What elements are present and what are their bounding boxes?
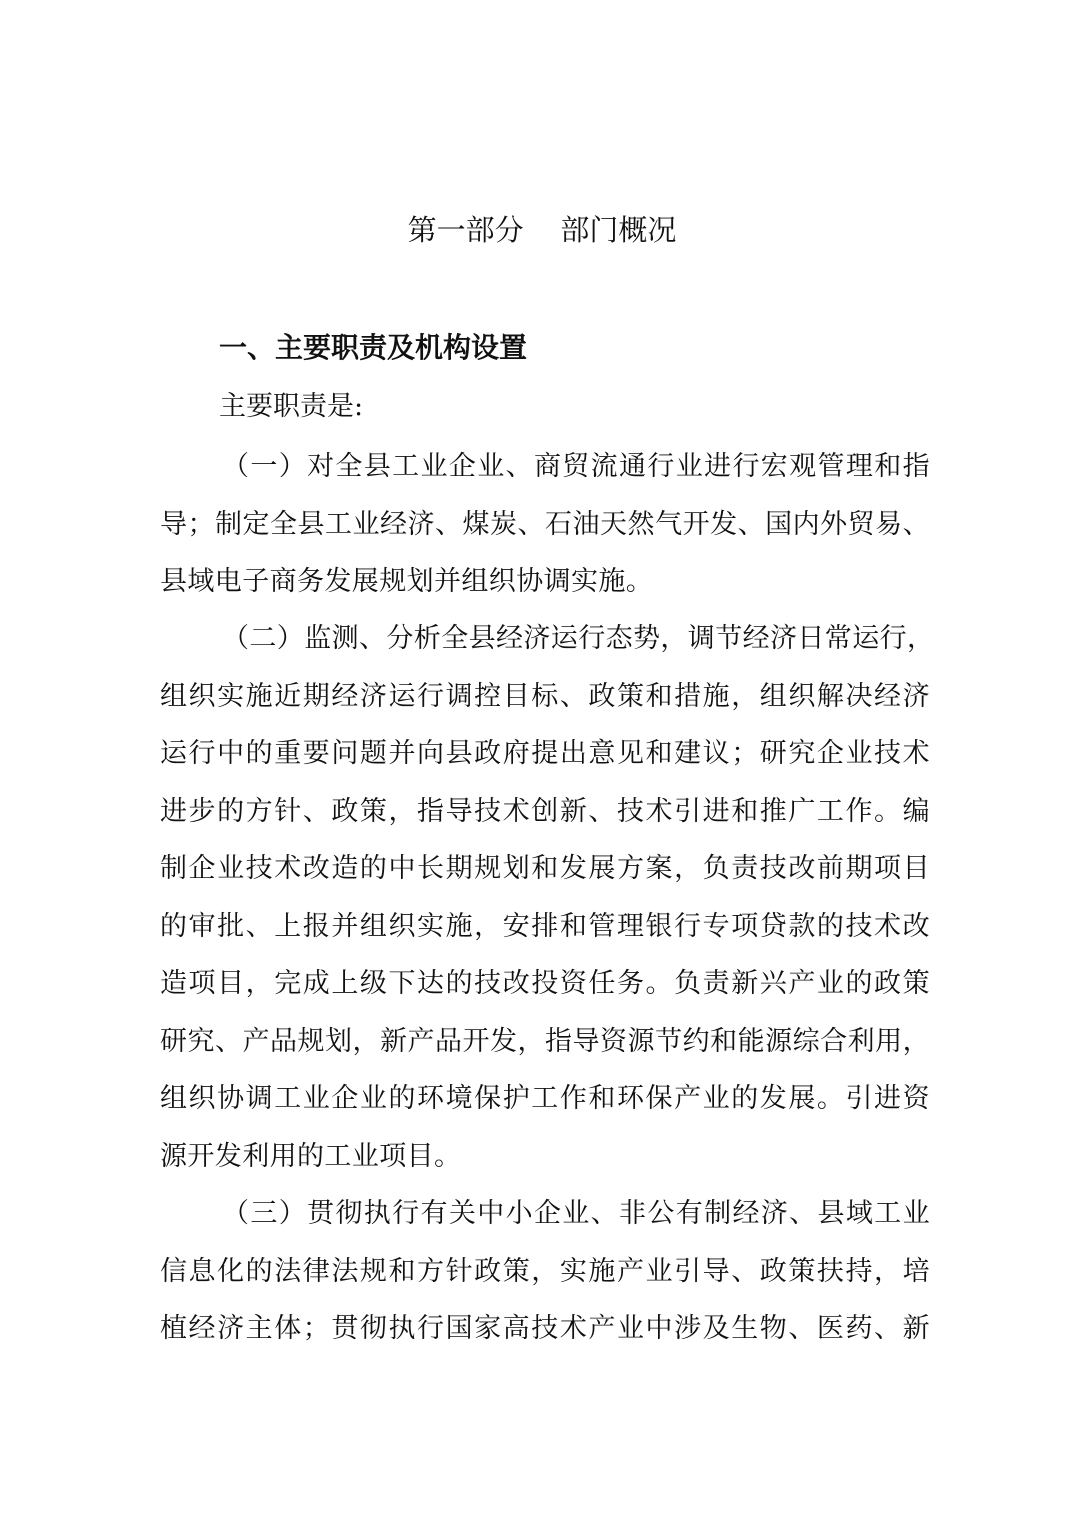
paragraph-duty-3 <box>160 1185 930 1358</box>
paragraph-line: 源开发利用的工业项目。 <box>160 1140 462 1172</box>
section-heading: 一、主要职责及机构设置 <box>219 331 528 364</box>
paragraph-line: （一）对全县工业企业、商贸流通行业进行宏观管理和指 <box>222 451 930 482</box>
paragraph-line: 组织协调工业企业的环境保护工作和环保产业的发展。引进资 <box>160 1083 930 1114</box>
paragraph-line: 组织实施近期经济运行调控目标、政策和措施，组织解决经济 <box>160 680 930 712</box>
paragraph-line: 导；制定全县工业经济、煤炭、石油天然气开发、国内外贸易、 <box>160 508 930 540</box>
paragraph-line: （三）贯彻执行有关中小企业、非公有制经济、县域工业 <box>222 1198 930 1229</box>
paragraph-line: 进步的方针、政策，指导技术创新、技术引进和推广工作。编 <box>160 795 930 827</box>
paragraph-line: 植经济主体；贯彻执行国家高技术产业中涉及生物、医药、新 <box>160 1313 930 1344</box>
paragraph-line: 研究、产品规划，新产品开发，指导资源节约和能源综合利用， <box>160 1025 930 1057</box>
paragraph-line: 运行中的重要问题并向县政府提出意见和建议；研究企业技术 <box>160 738 930 769</box>
paragraph-line: 县域电子商务发展规划并组织协调实施。 <box>160 566 654 597</box>
paragraph-line: 信息化的法律法规和方针政策，实施产业引导、政策扶持，培 <box>160 1255 930 1287</box>
paragraph-line: 制企业技术改造的中长期规划和发展方案，负责技改前期项目 <box>160 853 930 884</box>
intro-text: 主要职责是: <box>219 391 364 422</box>
paragraph-duty-2 <box>160 610 935 1185</box>
paragraph-duty-1 <box>160 438 930 611</box>
paragraph-line: （二）监测、分析全县经济运行态势，调节经济日常运行， <box>222 623 935 654</box>
part-title: 第一部分 部门概况 <box>407 213 677 247</box>
paragraph-line: 的审批、上报并组织实施，安排和管理银行专项贷款的技术改 <box>160 910 930 942</box>
paragraph-line: 造项目，完成上级下达的技改投资任务。负责新兴产业的政策 <box>160 968 930 999</box>
